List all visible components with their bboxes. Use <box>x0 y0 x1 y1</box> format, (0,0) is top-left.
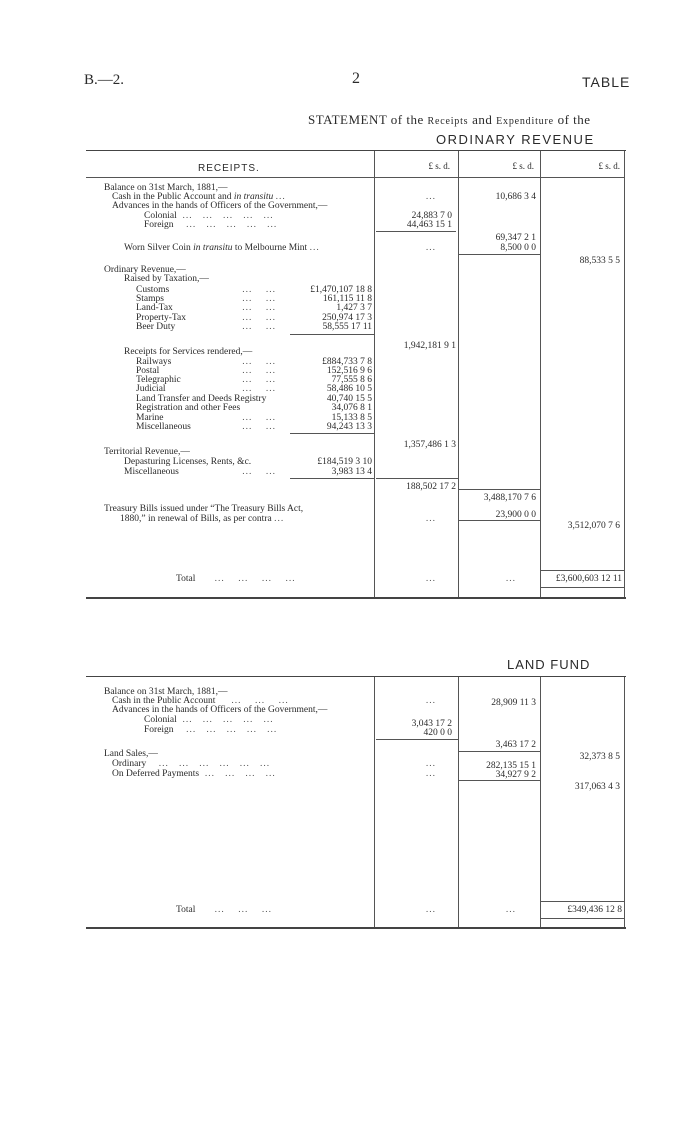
ditto-dots: ... <box>425 243 436 253</box>
section-title-land-fund: LAND FUND <box>507 657 591 672</box>
column-head: £ s. d. <box>512 161 534 171</box>
leader-dots: ... ... <box>242 294 276 304</box>
colonial-label: Colonial ... ... ... ... ... <box>144 211 274 221</box>
tax-value-beer: 58,555 17 11 <box>322 322 372 332</box>
document-code: B.—2. <box>84 72 125 88</box>
statement-prefix: STATEMENT of the <box>308 112 424 127</box>
total-rule <box>540 901 624 902</box>
leader-dots: ... ... <box>242 366 276 376</box>
services-total: 1,357,486 1 3 <box>403 440 456 450</box>
land-balance-total: 32,373 8 5 <box>579 752 620 762</box>
subtotal-rule <box>290 478 374 479</box>
land-foreign-label: Foreign ... ... ... ... ... <box>144 725 278 735</box>
leader-dots: ... ... <box>242 322 276 332</box>
leader-dots: ... ... <box>242 384 276 394</box>
land-ordinary-label: Ordinary ... ... ... ... ... ... <box>112 759 271 769</box>
tax-label-beer: Beer Duty <box>136 322 176 332</box>
land-balance-title: Balance on 31st March, 1881,— <box>104 687 228 697</box>
ditto-dots: ... <box>425 192 436 202</box>
leader-dots: ... ... <box>242 422 276 432</box>
grand-total: £3,600,603 12 11 <box>555 574 622 584</box>
leader-dots: ... ... <box>242 313 276 323</box>
column-rule <box>540 677 541 927</box>
ditto-dots: ... <box>425 574 436 584</box>
territorial-label: Miscellaneous <box>124 467 179 477</box>
service-value: 77,555 8 6 <box>331 375 372 385</box>
page-number: 2 <box>352 70 360 87</box>
service-value: 94,243 13 3 <box>326 422 372 432</box>
coin-value: 8,500 0 0 <box>500 243 536 253</box>
service-value: 58,486 10 5 <box>326 384 372 394</box>
tax-label-land: Land-Tax <box>136 303 173 313</box>
tax-value-land: 1,427 3 7 <box>336 303 372 313</box>
treasury-label-line1: Treasury Bills issued under “The Treasury Bills Act, <box>104 504 304 514</box>
land-total-label: Total ... ... ... <box>176 905 273 915</box>
land-grand-total: £349,436 12 8 <box>567 905 622 915</box>
land-colonial-label: Colonial ... ... ... ... ... <box>144 715 274 725</box>
territorial-label: Depasturing Licenses, Rents, &c. <box>124 457 252 467</box>
foreign-label: Foreign ... ... ... ... ... <box>144 220 278 230</box>
services-title: Receipts for Services rendered,— <box>124 347 253 357</box>
subtotal-rule <box>376 478 458 479</box>
territorial-total: 188,502 17 2 <box>406 482 456 492</box>
ditto-dots: ... <box>425 696 436 706</box>
land-cash-label: Cash in the Public Account ... ... ... <box>112 696 289 706</box>
tax-value-stamps: 161,115 11 8 <box>322 294 372 304</box>
land-deferred-value: 34,927 9 2 <box>495 770 536 780</box>
balance-title: Balance on 31st March, 1881,— <box>104 183 228 193</box>
land-advances-total: 3,463 17 2 <box>495 740 536 750</box>
treasury-label-line2: 1880,” in renewal of Bills, as per contra ... <box>120 514 285 524</box>
section-title-ordinary-revenue: ORDINARY REVENUE <box>436 132 595 147</box>
service-value: £884,733 7 8 <box>322 357 372 367</box>
land-sales-title: Land Sales,— <box>104 749 158 759</box>
tax-label-stamps: Stamps <box>136 294 164 304</box>
service-value: 15,133 8 5 <box>331 413 372 423</box>
land-deferred-label: On Deferred Payments ... ... ... ... <box>112 769 276 779</box>
treasury-total: 3,512,070 7 6 <box>567 521 620 531</box>
header-rule <box>86 177 624 178</box>
service-label: Judicial <box>136 384 166 394</box>
leader-dots: ... ... <box>242 467 276 477</box>
taxation-total: 1,942,181 9 1 <box>403 341 456 351</box>
land-sales-total: 317,063 4 3 <box>574 782 620 792</box>
land-colonial-value: 3,043 17 2 <box>411 719 452 729</box>
tax-value-property: 250,974 17 3 <box>322 313 372 323</box>
revenue-total: 3,488,170 7 6 <box>483 493 536 503</box>
territorial-title: Territorial Revenue,— <box>104 447 190 457</box>
ditto-dots: ... <box>425 769 436 779</box>
subtotal-rule <box>290 334 374 335</box>
column-rule <box>458 151 459 597</box>
ditto-dots: ... <box>505 574 516 584</box>
leader-dots: ... ... <box>242 357 276 367</box>
leader-dots: ... ... <box>242 285 276 295</box>
cash-label: Cash in the Public Account and in transitu ... <box>112 192 286 202</box>
column-rule <box>374 151 375 597</box>
total-rule <box>540 918 624 919</box>
tax-label-property: Property-Tax <box>136 313 186 323</box>
ditto-dots: ... <box>505 905 516 915</box>
statement-title <box>308 112 591 128</box>
territorial-value: 3,983 13 4 <box>331 467 372 477</box>
land-ordinary-value: 282,135 15 1 <box>486 761 536 771</box>
service-label: Miscellaneous <box>136 422 191 432</box>
service-label: Land Transfer and Deeds Registry <box>136 394 267 404</box>
subtotal-rule <box>458 751 540 752</box>
tax-value-customs: £1,470,107 18 8 <box>310 285 372 295</box>
service-label: Postal <box>136 366 160 376</box>
service-value: 40,740 15 5 <box>326 394 372 404</box>
column-rule <box>374 677 375 927</box>
treasury-value: 23,900 0 0 <box>495 510 536 520</box>
service-label: Registration and other Fees <box>136 403 241 413</box>
column-head: £ s. d. <box>598 161 620 171</box>
foreign-value: 44,463 15 1 <box>406 220 452 230</box>
subtotal-rule <box>376 231 456 232</box>
tax-label-customs: Customs <box>136 285 170 295</box>
statement-and: and <box>472 112 493 127</box>
land-fund-table <box>86 676 626 929</box>
subtotal-rule <box>290 433 374 434</box>
land-foreign-value: 420 0 0 <box>423 728 452 738</box>
column-rule <box>624 677 625 927</box>
ditto-dots: ... <box>425 759 436 769</box>
leader-dots: ... ... <box>242 375 276 385</box>
colonial-value: 24,883 7 0 <box>411 211 452 221</box>
column-rule <box>624 151 625 597</box>
taxation-subtitle: Raised by Taxation,— <box>124 274 209 284</box>
subtotal-rule <box>458 520 540 521</box>
ditto-dots: ... <box>425 514 436 524</box>
ditto-dots: ... <box>425 905 436 915</box>
advances-total: 69,347 2 1 <box>495 233 536 243</box>
total-label: Total ... ... ... ... <box>176 574 296 584</box>
cash-value: 10,686 3 4 <box>495 192 536 202</box>
service-label: Marine <box>136 413 164 423</box>
subtotal-rule <box>376 739 458 740</box>
subtotal-rule <box>458 780 540 781</box>
statement-receipts: Receipts <box>427 116 469 127</box>
land-advances-label: Advances in the hands of Officers of the Government,— <box>112 705 328 715</box>
subtotal-rule <box>458 254 540 255</box>
leader-dots: ... ... <box>242 303 276 313</box>
statement-expenditure: Expenditure <box>496 116 554 127</box>
table-heading: TABLE <box>582 74 631 90</box>
total-rule <box>540 570 624 571</box>
column-rule <box>540 151 541 597</box>
service-label: Telegraphic <box>136 375 181 385</box>
territorial-value: £184,519 3 10 <box>317 457 372 467</box>
balance-total: 88,533 5 5 <box>579 256 620 266</box>
column-rule <box>458 677 459 927</box>
total-rule <box>540 587 624 588</box>
service-value: 34,076 8 1 <box>331 403 372 413</box>
land-cash-value: 28,909 11 3 <box>491 698 536 708</box>
advances-label: Advances in the hands of Officers of the Government,— <box>112 201 328 211</box>
service-label: Railways <box>136 357 172 367</box>
receipts-heading: RECEIPTS. <box>198 163 260 174</box>
ordinary-revenue-title: Ordinary Revenue,— <box>104 265 186 275</box>
service-value: 152,516 9 6 <box>326 366 372 376</box>
coin-label: Worn Silver Coin in transitu to Melbourne Mint ... <box>124 243 320 253</box>
leader-dots: ... ... <box>242 413 276 423</box>
statement-suffix: of the <box>557 112 591 127</box>
ordinary-revenue-table <box>86 150 626 599</box>
subtotal-rule <box>458 489 540 490</box>
column-head: £ s. d. <box>428 161 450 171</box>
